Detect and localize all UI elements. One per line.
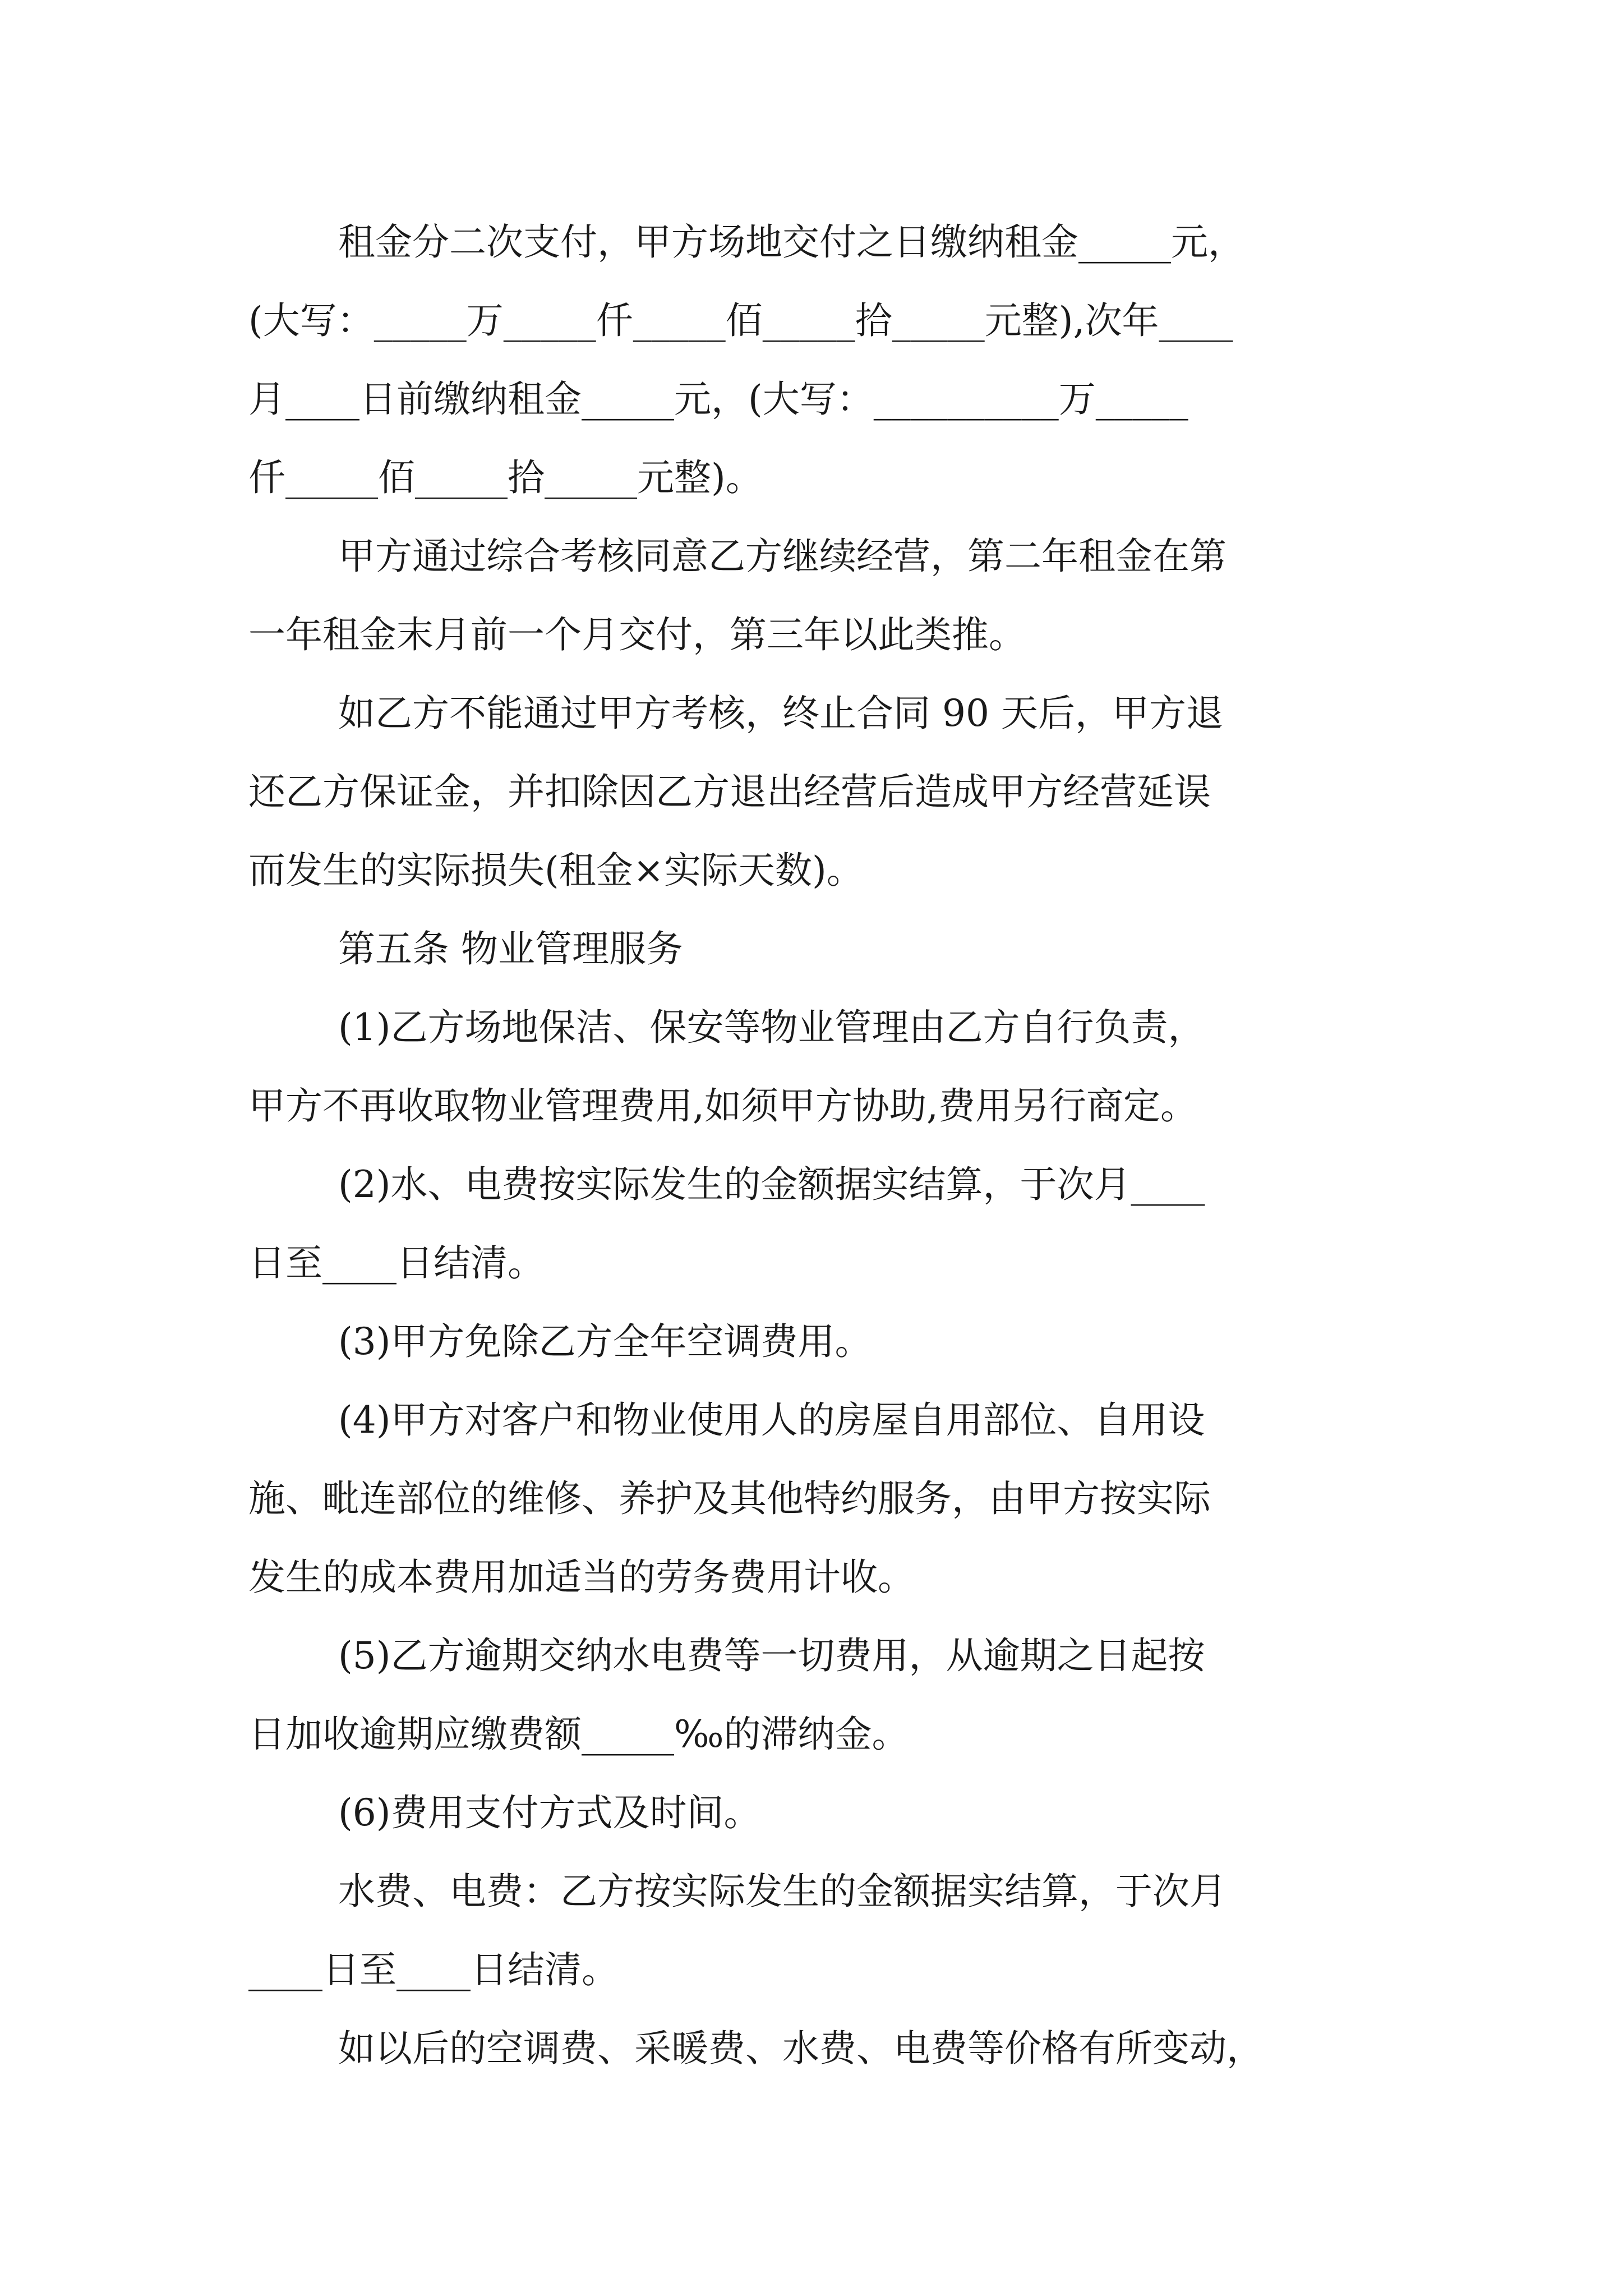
paragraph-line: 甲方通过综合考核同意乙方继续经营，第二年租金在第	[338, 535, 1227, 578]
paragraph-line: 甲方不再收取物业管理费用,如须甲方协助,费用另行商定。	[248, 1084, 1197, 1128]
section-heading: 第五条 物业管理服务	[338, 927, 683, 970]
paragraph-line: 水费、电费：乙方按实际发生的金额据实结算，于次月	[338, 1870, 1227, 1913]
paragraph-line: (5)乙方逾期交纳水电费等一切费用，从逾期之日起按	[338, 1634, 1205, 1677]
paragraph-line: (2)水、电费按实际发生的金额据实结算，于次月____	[338, 1163, 1205, 1206]
paragraph-line: 一年租金末月前一个月交付，第三年以此类推。	[248, 613, 1026, 656]
paragraph-line: 仟_____佰_____拾_____元整)。	[248, 456, 763, 499]
paragraph-line: (4)甲方对客户和物业使用人的房屋自用部位、自用设	[338, 1398, 1205, 1442]
paragraph-line: 如以后的空调费、采暖费、水费、电费等价格有所变动，	[338, 2027, 1264, 2070]
paragraph-line: 发生的成本费用加适当的劳务费用计收。	[248, 1556, 915, 1599]
paragraph-line: (大写：_____万_____仟_____佰_____拾_____元整),次年____	[248, 299, 1233, 342]
paragraph-line: 而发生的实际损失(租金×实际天数)。	[248, 849, 864, 892]
paragraph-line: 月____日前缴纳租金_____元，(大写：__________万_____	[248, 378, 1188, 421]
paragraph-line: 日至____日结清。	[248, 1241, 545, 1285]
paragraph-line: 日加收逾期应缴费额_____‰的滞纳金。	[248, 1713, 909, 1756]
paragraph-line: (6)费用支付方式及时间。	[338, 1791, 761, 1834]
paragraph-line: (1)乙方场地保洁、保安等物业管理由乙方自行负责，	[338, 1006, 1205, 1049]
paragraph-line: 租金分二次支付，甲方场地交付之日缴纳租金_____元，	[338, 220, 1245, 264]
paragraph-line: 还乙方保证金，并扣除因乙方退出经营后造成甲方经营延误	[248, 770, 1211, 813]
paragraph-line: 施、毗连部位的维修、养护及其他特约服务，由甲方按实际	[248, 1477, 1211, 1520]
paragraph-line: (3)甲方免除乙方全年空调费用。	[338, 1320, 872, 1363]
paragraph-line: 如乙方不能通过甲方考核，终止合同 90 天后，甲方退	[338, 692, 1223, 735]
paragraph-line: ____日至____日结清。	[248, 1948, 619, 1991]
